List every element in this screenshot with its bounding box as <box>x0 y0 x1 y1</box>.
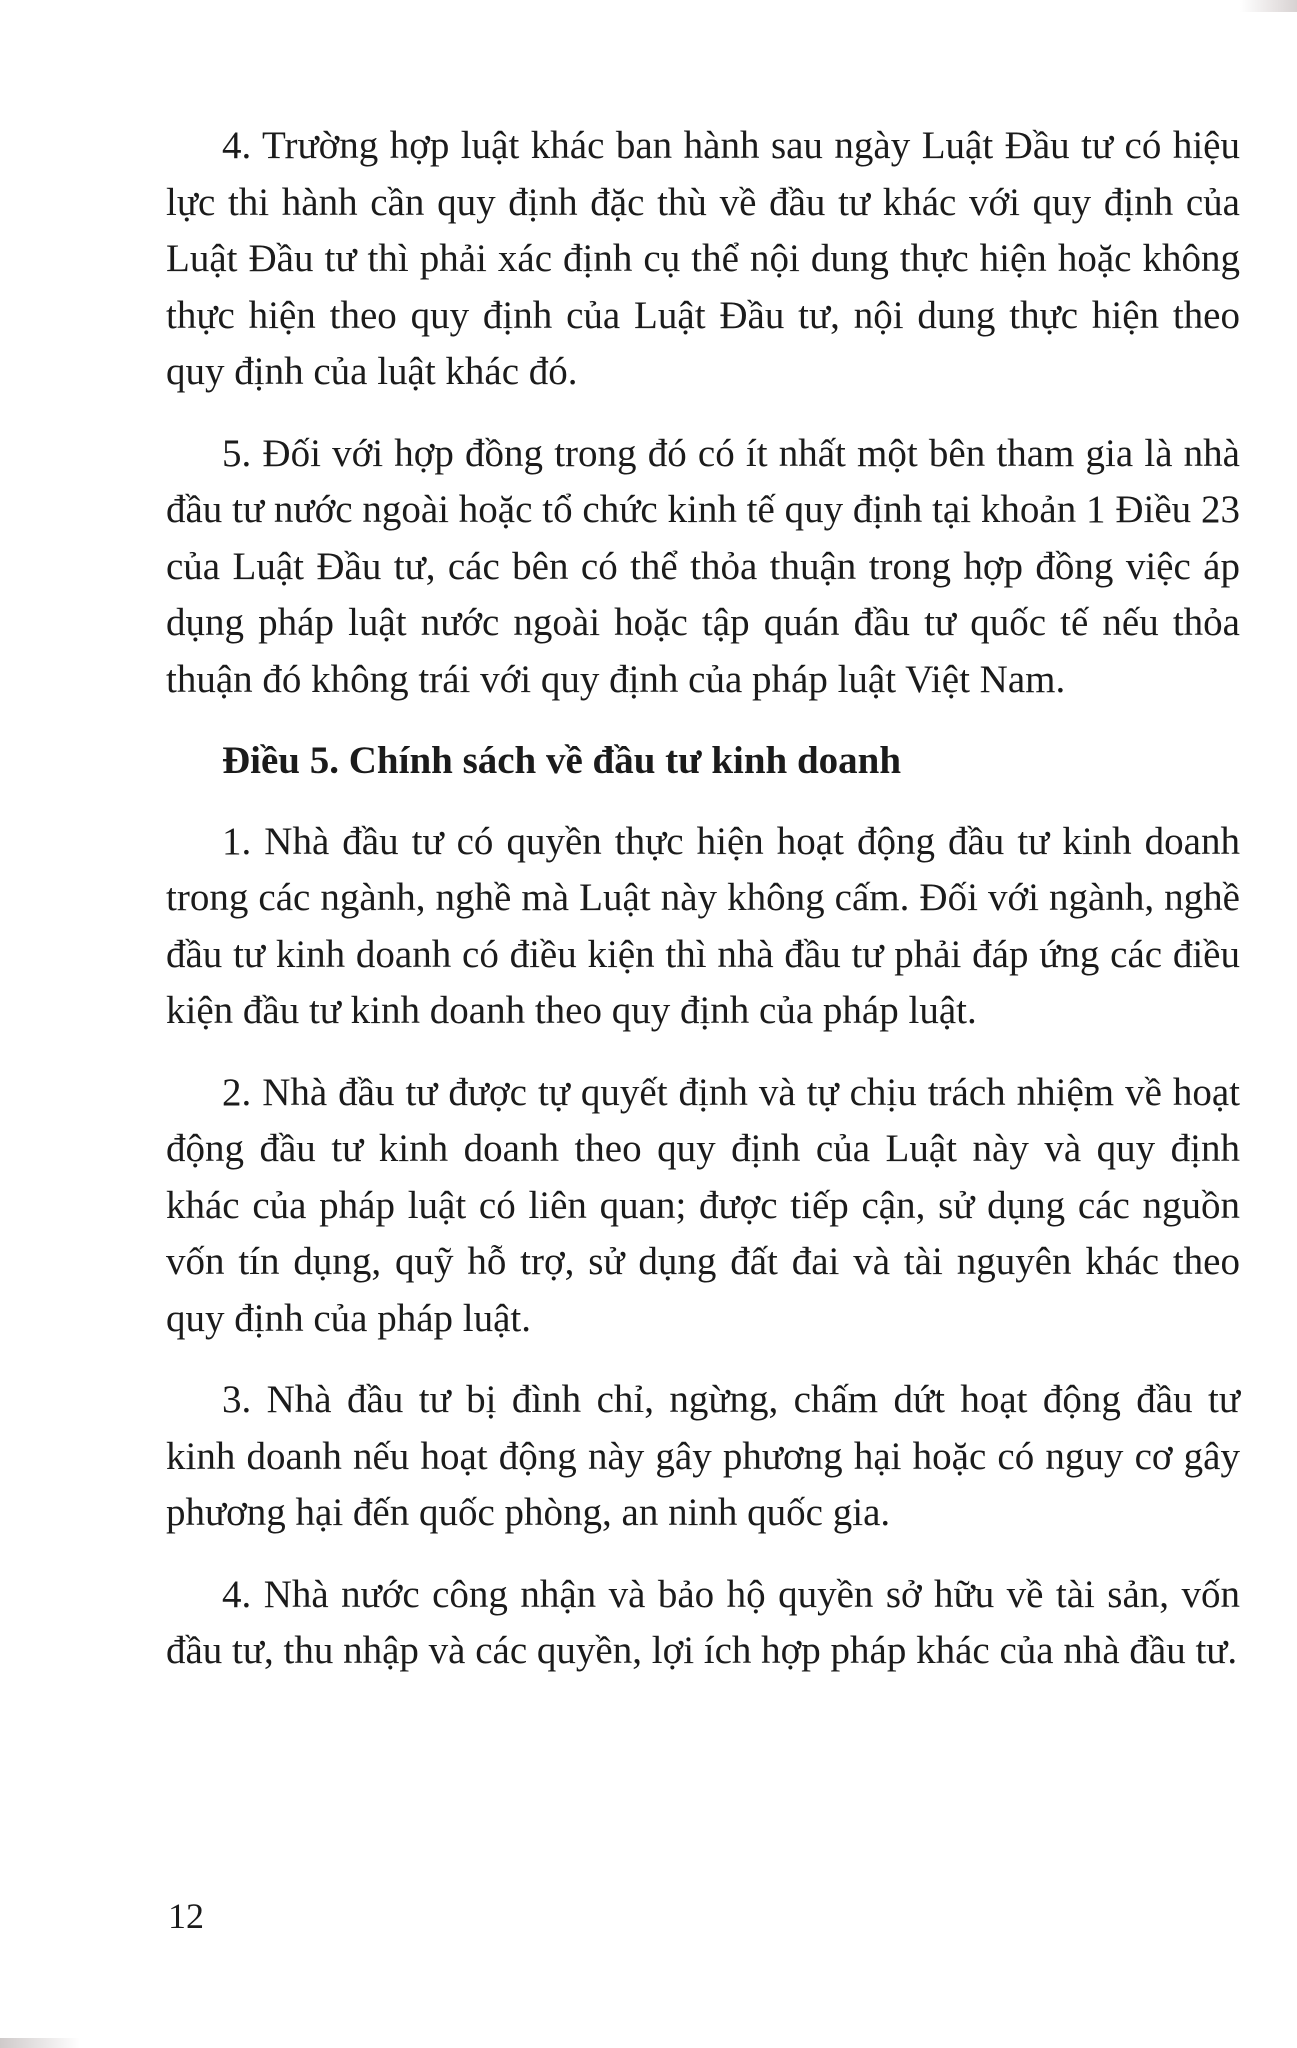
scan-edge-mark <box>1240 0 1297 12</box>
article-paragraph-4: 4. Nhà nước công nhận và bảo hộ quyền sở hữu về tài sản, vốn đầu tư, thu nhập và các quyền, lợi ích hợp pháp khác của nhà đầu tư. <box>166 1572 1240 1672</box>
page-number: 12 <box>168 1896 204 1936</box>
article-paragraph-1: 1. Nhà đầu tư có quyền thực hiện hoạt động đầu tư kinh doanh trong các ngành, nghề mà Luật này không cấm. Đối với ngành, nghề đầu tư kinh doanh có điều kiện thì nhà đầu tư phải đáp ứng các điều kiện đầu tư kinh doanh theo quy định của pháp luật. <box>166 819 1240 1032</box>
article-paragraph-3: 3. Nhà đầu tư bị đình chỉ, ngừng, chấm dứt hoạt động đầu tư kinh doanh nếu hoạt động này gây phương hại hoặc có nguy cơ gây phương hại đến quốc phòng, an ninh quốc gia. <box>166 1378 1240 1534</box>
scan-edge-mark-bottom <box>0 2038 80 2048</box>
paragraph-clause-4: 4. Trường hợp luật khác ban hành sau ngày Luật Đầu tư có hiệu lực thi hành cần quy định đặc thù về đầu tư khác với quy định của Luật Đầu tư thì phải xác định cụ thể nội dung thực hiện hoặc không thực hiện theo quy định của Luật Đầu tư, nội dung thực hiện theo quy định của luật khác đó. <box>166 124 1240 393</box>
paragraph-clause-5: 5. Đối với hợp đồng trong đó có ít nhất một bên tham gia là nhà đầu tư nước ngoài hoặc tổ chức kinh tế quy định tại khoản 1 Điều 23 của Luật Đầu tư, các bên có thể thỏa thuận trong hợp đồng việc áp dụng pháp luật nước ngoài hoặc tập quán đầu tư quốc tế nếu thỏa thuận đó không trái với quy định của pháp luật Việt Nam. <box>166 431 1240 701</box>
article-paragraph-2: 2. Nhà đầu tư được tự quyết định và tự chịu trách nhiệm về hoạt động đầu tư kinh doanh theo quy định của Luật này và quy định khác của pháp luật có liên quan; được tiếp cận, sử dụng các nguồn vốn tín dụng, quỹ hỗ trợ, sử dụng đất đai và tài nguyên khác theo quy định của pháp luật. <box>166 1070 1240 1340</box>
article-heading: Điều 5. Chính sách về đầu tư kinh doanh <box>222 739 902 782</box>
body-text <box>166 118 1240 1705</box>
